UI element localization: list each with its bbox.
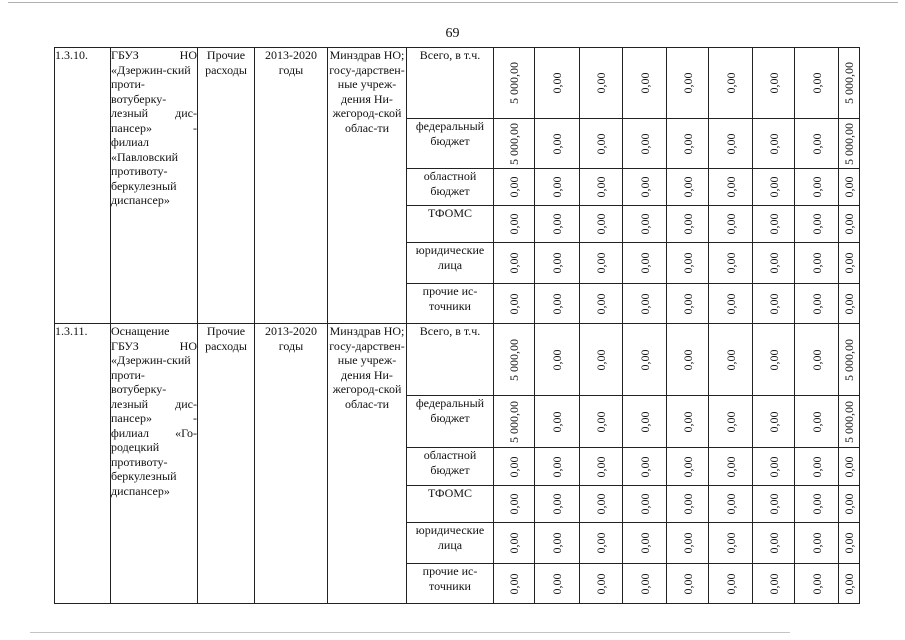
funding-source: федеральный бюджет [407, 396, 494, 448]
amount-cell [667, 119, 709, 169]
amount-value: 0,00 [680, 456, 695, 477]
amount-value: 0,00 [680, 573, 695, 594]
amount-cell [753, 206, 795, 243]
amount-value: 0,00 [637, 176, 652, 198]
amount-value: 0,00 [549, 72, 564, 94]
amount-value: 0,00 [809, 349, 824, 370]
amount-cell [667, 206, 709, 243]
amount-value: 0,00 [637, 213, 652, 235]
amount-value: 0,00 [766, 493, 781, 515]
funding-source: Всего, в т.ч. [407, 48, 494, 119]
funding-source: ТФОМС [407, 206, 494, 243]
amount-value: 0,00 [723, 252, 738, 274]
amount-cell [623, 206, 667, 243]
amount-value: 0,00 [723, 133, 738, 154]
amount-value: 0,00 [723, 456, 738, 477]
amount-cell [580, 523, 623, 564]
amount-cell [709, 48, 753, 119]
amount-value: 5 000,00 [506, 62, 521, 104]
amount-cell [494, 523, 535, 564]
amount-value: 0,00 [809, 133, 824, 154]
amount-value: 0,00 [506, 176, 521, 198]
amount-value: 0,00 [637, 573, 652, 594]
amount-cell [839, 48, 860, 119]
funding-source: федеральный бюджет [407, 119, 494, 169]
funding-source: ТФОМС [407, 486, 494, 523]
amount-value: 0,00 [766, 293, 781, 314]
amount-value: 0,00 [549, 493, 564, 515]
amount-cell [753, 119, 795, 169]
amount-value: 0,00 [549, 573, 564, 594]
amount-value: 0,00 [680, 72, 695, 94]
amount-cell [494, 486, 535, 523]
amount-value: 5 000,00 [506, 338, 521, 381]
amount-cell [795, 396, 839, 448]
amount-cell [753, 486, 795, 523]
amount-value: 0,00 [841, 493, 856, 515]
amount-value: 0,00 [766, 176, 781, 198]
amount-cell [580, 564, 623, 604]
amount-cell [795, 48, 839, 119]
amount-cell [623, 243, 667, 284]
amount-cell [839, 169, 860, 206]
amount-value: 0,00 [593, 493, 608, 515]
measure-name: ГБУЗ НО «Дзержин-ский проти-вотуберку-лезный дис-пансер» - филиал «Павловский противоту-беркулезный диспансер» [111, 48, 198, 324]
amount-cell [623, 119, 667, 169]
amount-value: 0,00 [506, 493, 521, 515]
table-row [55, 48, 860, 119]
amount-cell [667, 48, 709, 119]
amount-value: 0,00 [637, 72, 652, 94]
amount-value: 0,00 [723, 411, 738, 432]
amount-value: 0,00 [766, 411, 781, 432]
period: 2013-2020 годы [255, 324, 328, 604]
amount-value: 0,00 [637, 133, 652, 154]
amount-cell [667, 448, 709, 486]
amount-value: 0,00 [723, 293, 738, 314]
amount-value: 5 000,00 [506, 122, 521, 165]
amount-value: 0,00 [549, 213, 564, 235]
amount-value: 0,00 [809, 411, 824, 432]
amount-value: 0,00 [637, 349, 652, 370]
expense-type: Прочие расходы [198, 48, 255, 324]
amount-value: 0,00 [680, 252, 695, 274]
amount-cell [494, 169, 535, 206]
funding-source: областной бюджет [407, 169, 494, 206]
amount-cell [795, 284, 839, 324]
funding-source: Всего, в т.ч. [407, 324, 494, 396]
amount-cell [753, 564, 795, 604]
amount-value: 0,00 [723, 176, 738, 198]
amount-cell [623, 169, 667, 206]
amount-cell [839, 206, 860, 243]
amount-cell [753, 169, 795, 206]
amount-cell [753, 523, 795, 564]
amount-cell [709, 284, 753, 324]
amount-value: 0,00 [680, 411, 695, 432]
period: 2013-2020 годы [255, 48, 328, 324]
scan-artifact-bottom [30, 632, 790, 633]
amount-value: 0,00 [809, 72, 824, 94]
amount-value: 0,00 [593, 573, 608, 594]
amount-value: 0,00 [809, 532, 824, 554]
amount-cell [535, 448, 580, 486]
amount-cell [494, 564, 535, 604]
amount-cell [623, 486, 667, 523]
amount-value: 0,00 [593, 411, 608, 432]
amount-cell [535, 119, 580, 169]
amount-value: 5 000,00 [841, 400, 856, 443]
amount-cell [709, 169, 753, 206]
amount-value: 0,00 [549, 176, 564, 198]
funding-source: юридические лица [407, 243, 494, 284]
expense-type: Прочие расходы [198, 324, 255, 604]
amount-cell [795, 448, 839, 486]
amount-value: 0,00 [723, 72, 738, 94]
amount-value: 0,00 [809, 573, 824, 594]
amount-value: 0,00 [593, 252, 608, 274]
amount-cell [753, 284, 795, 324]
amount-value: 0,00 [506, 293, 521, 314]
amount-cell [535, 324, 580, 396]
amount-cell [494, 324, 535, 396]
amount-value: 0,00 [593, 72, 608, 94]
amount-cell [535, 284, 580, 324]
amount-value: 0,00 [723, 573, 738, 594]
amount-cell [753, 396, 795, 448]
amount-value: 0,00 [809, 213, 824, 235]
amount-cell [795, 564, 839, 604]
amount-cell [753, 243, 795, 284]
amount-cell [709, 206, 753, 243]
amount-value: 0,00 [809, 456, 824, 477]
amount-value: 0,00 [593, 349, 608, 370]
code: 1.3.11. [55, 324, 111, 604]
amount-value: 0,00 [549, 349, 564, 370]
table-row [55, 324, 860, 396]
amount-cell [494, 448, 535, 486]
amount-cell [709, 396, 753, 448]
amount-value: 0,00 [680, 293, 695, 314]
amount-cell [494, 243, 535, 284]
amount-cell [535, 486, 580, 523]
amount-value: 0,00 [549, 133, 564, 154]
amount-value: 0,00 [549, 532, 564, 554]
amount-value: 0,00 [593, 176, 608, 198]
amount-value: 0,00 [549, 456, 564, 477]
amount-value: 0,00 [506, 532, 521, 554]
amount-value: 5 000,00 [841, 62, 856, 104]
amount-cell [580, 396, 623, 448]
amount-cell [535, 523, 580, 564]
amount-cell [839, 523, 860, 564]
amount-value: 0,00 [680, 349, 695, 370]
measure-name: Оснащение ГБУЗ НО «Дзержин-ский проти-вотуберку-лезный дис-пансер» - филиал «Го-родецкий противоту-беркулезный диспансер» [111, 324, 198, 604]
amount-cell [535, 206, 580, 243]
amount-cell [709, 243, 753, 284]
amount-cell [753, 48, 795, 119]
amount-cell [709, 448, 753, 486]
amount-cell [667, 243, 709, 284]
amount-value: 0,00 [841, 252, 856, 274]
page-number: 69 [445, 26, 460, 41]
amount-cell [667, 523, 709, 564]
amount-value: 0,00 [766, 133, 781, 154]
amount-cell [795, 206, 839, 243]
amount-value: 0,00 [593, 456, 608, 477]
amount-cell [535, 564, 580, 604]
amount-value: 0,00 [593, 213, 608, 235]
amount-cell [753, 324, 795, 396]
amount-cell [494, 206, 535, 243]
amount-cell [580, 448, 623, 486]
amount-value: 0,00 [680, 133, 695, 154]
amount-cell [667, 564, 709, 604]
amount-cell [494, 396, 535, 448]
amount-value: 0,00 [637, 493, 652, 515]
amount-cell [709, 119, 753, 169]
amount-cell [795, 119, 839, 169]
amount-value: 0,00 [593, 532, 608, 554]
amount-cell [580, 119, 623, 169]
amount-cell [839, 243, 860, 284]
amount-cell [795, 243, 839, 284]
amount-value: 0,00 [680, 176, 695, 198]
amount-cell [839, 564, 860, 604]
amount-value: 0,00 [549, 411, 564, 432]
amount-value: 0,00 [766, 573, 781, 594]
amount-value: 0,00 [766, 349, 781, 370]
amount-value: 0,00 [637, 411, 652, 432]
amount-value: 0,00 [506, 213, 521, 235]
amount-cell [709, 564, 753, 604]
amount-cell [580, 243, 623, 284]
amount-cell [839, 284, 860, 324]
amount-cell [839, 324, 860, 396]
amount-cell [623, 324, 667, 396]
amount-value: 0,00 [766, 252, 781, 274]
funding-source: областной бюджет [407, 448, 494, 486]
amount-cell [709, 324, 753, 396]
amount-value: 0,00 [841, 293, 856, 314]
amount-cell [667, 169, 709, 206]
amount-cell [667, 396, 709, 448]
amount-cell [623, 448, 667, 486]
amount-cell [623, 396, 667, 448]
amount-cell [795, 324, 839, 396]
amount-value: 0,00 [680, 493, 695, 515]
amount-cell [580, 486, 623, 523]
funding-source: юридические лица [407, 523, 494, 564]
amount-value: 0,00 [549, 293, 564, 314]
amount-value: 0,00 [506, 456, 521, 477]
amount-cell [623, 284, 667, 324]
amount-value: 0,00 [680, 532, 695, 554]
amount-cell [839, 119, 860, 169]
amount-cell [795, 486, 839, 523]
amount-value: 0,00 [637, 456, 652, 477]
code: 1.3.10. [55, 48, 111, 324]
budget-table [54, 47, 860, 604]
funding-source: прочие ис-точники [407, 564, 494, 604]
amount-value: 0,00 [637, 252, 652, 274]
amount-value: 0,00 [723, 213, 738, 235]
amount-value: 0,00 [766, 213, 781, 235]
amount-value: 0,00 [809, 252, 824, 274]
amount-value: 0,00 [766, 532, 781, 554]
amount-value: 0,00 [841, 456, 856, 477]
amount-value: 0,00 [637, 532, 652, 554]
amount-cell [667, 324, 709, 396]
amount-cell [839, 396, 860, 448]
amount-value: 0,00 [680, 213, 695, 235]
amount-cell [667, 284, 709, 324]
amount-cell [580, 169, 623, 206]
amount-cell [535, 243, 580, 284]
amount-value: 0,00 [549, 252, 564, 274]
amount-cell [494, 48, 535, 119]
amount-cell [623, 48, 667, 119]
amount-cell [795, 523, 839, 564]
amount-value: 0,00 [841, 573, 856, 594]
amount-value: 0,00 [593, 133, 608, 154]
amount-cell [839, 448, 860, 486]
amount-value: 0,00 [506, 252, 521, 274]
amount-value: 0,00 [809, 493, 824, 515]
amount-cell [667, 486, 709, 523]
amount-cell [709, 523, 753, 564]
amount-cell [580, 284, 623, 324]
amount-cell [709, 486, 753, 523]
amount-cell [795, 169, 839, 206]
amount-cell [535, 169, 580, 206]
executor: Минздрав НО; госу-дарствен-ные учреж-дения Ни-жегород-ской облас-ти [328, 324, 407, 604]
amount-value: 5 000,00 [506, 400, 521, 443]
amount-value: 0,00 [841, 532, 856, 554]
amount-cell [623, 564, 667, 604]
amount-cell [535, 396, 580, 448]
amount-cell [580, 324, 623, 396]
amount-cell [839, 486, 860, 523]
amount-value: 0,00 [766, 456, 781, 477]
amount-value: 0,00 [723, 532, 738, 554]
amount-value: 0,00 [809, 293, 824, 314]
amount-cell [494, 284, 535, 324]
scan-artifact-top [8, 2, 898, 3]
amount-value: 0,00 [841, 176, 856, 198]
amount-value: 5 000,00 [841, 338, 856, 381]
amount-value: 0,00 [637, 293, 652, 314]
amount-cell [753, 448, 795, 486]
amount-cell [535, 48, 580, 119]
amount-value: 0,00 [809, 176, 824, 198]
amount-value: 0,00 [723, 349, 738, 370]
executor: Минздрав НО; госу-дарствен-ные учреж-дения Ни-жегород-ской облас-ти [328, 48, 407, 324]
amount-value: 0,00 [593, 293, 608, 314]
funding-source: прочие ис-точники [407, 284, 494, 324]
amount-cell [580, 206, 623, 243]
amount-value: 0,00 [841, 213, 856, 235]
amount-value: 0,00 [506, 573, 521, 594]
amount-cell [494, 119, 535, 169]
amount-value: 0,00 [766, 72, 781, 94]
amount-cell [580, 48, 623, 119]
amount-cell [623, 523, 667, 564]
amount-value: 5 000,00 [841, 122, 856, 165]
amount-value: 0,00 [723, 493, 738, 515]
